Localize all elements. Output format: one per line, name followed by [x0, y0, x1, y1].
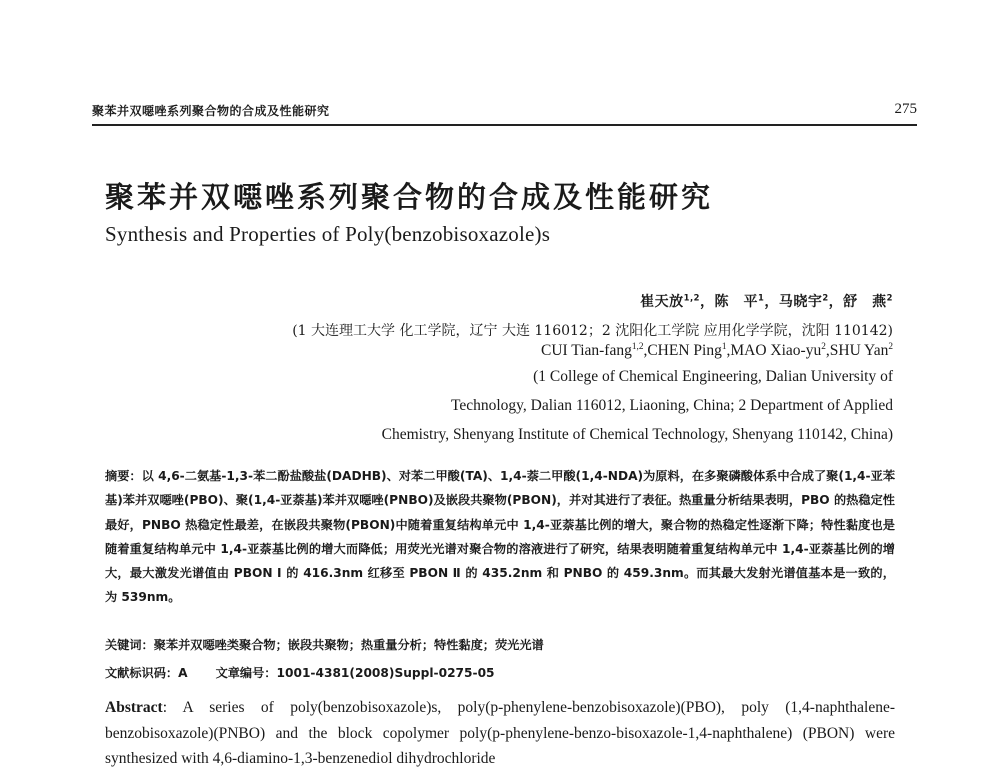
affiliation-english-line: Technology, Dalian 116012, Liaoning, China; 2 Department of Applied	[450, 397, 893, 414]
affiliation-english-line: (1 College of Chemical Engineering, Dalian University of	[533, 368, 893, 385]
author-name: ，陈 平	[700, 294, 759, 310]
affiliation-english-line: Chemistry, Shenyang Institute of Chemical Technology, Shenyang 110142, China)	[381, 426, 893, 443]
document-code-label: 文献标识码：	[105, 666, 179, 680]
author-affiliation-mark: 1,2	[631, 341, 644, 352]
article-number-value: 1001-4381(2008)Suppl-0275-05	[276, 666, 495, 680]
abstract-english-text: : A series of poly(benzobisoxazole)s, poly(p-phenylene-benzobisoxazole)(PBO), poly (1,4-naphthalene-benzobisoxazole)(PNBO) and the block copolymer poly(p-phenylene-benzo-bisoxazole-1,4-naphthalene) (PBON) were synthesized with 4,6-diamino-1,3-benzenediol dihydrochloride	[105, 699, 895, 767]
keywords-chinese	[105, 636, 895, 653]
author-affiliation-mark: 1	[758, 292, 765, 303]
keywords-label: 关键词：	[105, 638, 154, 652]
article-title-chinese: 聚苯并双噁唑系列聚合物的合成及性能研究	[105, 180, 714, 214]
abstract-chinese	[105, 464, 895, 610]
running-header	[92, 100, 917, 126]
document-code-value: A	[178, 666, 188, 680]
author-affiliation-mark: 2	[821, 341, 826, 352]
author-name: CUI Tian-fang	[540, 342, 632, 359]
author-name: ,SHU Yan	[825, 342, 889, 359]
author-name: 崔天放	[640, 294, 684, 310]
article-title-english: Synthesis and Properties of Poly(benzobisoxazole)s	[105, 222, 551, 246]
author-affiliation-mark: 2	[822, 292, 829, 303]
page-number: 275	[894, 101, 917, 117]
author-affiliation-mark: 2	[886, 292, 893, 303]
article-number-label: 文章编号：	[215, 666, 277, 680]
running-title: 聚苯并双噁唑系列聚合物的合成及性能研究	[92, 104, 330, 118]
abstract-english	[105, 695, 895, 772]
keywords-text: 聚苯并双噁唑类聚合物；嵌段共聚物；热重量分析；特性黏度；荧光光谱	[153, 638, 544, 652]
abstract-chinese-label: 摘要：	[105, 469, 142, 483]
author-name: ，舒 燕	[828, 294, 887, 310]
author-affiliation-mark: 2	[888, 341, 893, 352]
authors-chinese	[640, 291, 893, 311]
author-name: ，马晓宇	[764, 294, 823, 310]
author-affiliation-mark: 1	[721, 341, 727, 352]
author-name: ,MAO Xiao-yu	[726, 342, 822, 359]
authors-english	[541, 342, 893, 360]
document-identifiers	[105, 664, 895, 681]
author-affiliation-mark: 1,2	[683, 292, 701, 303]
author-name: ,CHEN Ping	[643, 342, 722, 359]
abstract-english-label: Abstract	[105, 699, 163, 716]
affiliation-chinese: (1 大连理工大学 化工学院，辽宁 大连 116012；2 沈阳化工学院 应用化学学院，沈阳 110142)	[292, 323, 893, 339]
abstract-chinese-text: 以 4,6-二氨基-1,3-苯二酚盐酸盐(DADHB)、对苯二甲酸(TA)、1,4-萘二甲酸(1,4-NDA)为原料，在多聚磷酸体系中合成了聚(1,4-亚苯基)苯并双噁唑(PBO)、聚(1,4-亚萘基)苯并双噁唑(PNBO)及嵌段共聚物(PBON)，并对其进行了表征。热重量分析结果表明，PBO 的热稳定性最好，PNBO 热稳定性最差，在嵌段共聚物(PBON)中随着重复结构单元中 1,4-亚萘基比例的增大，聚合物的热稳定性逐渐下降；特性黏度也是随着重复结构单元中 1,4-亚萘基比例的增大而降低；用荧光光谱对聚合物的溶液进行了研究，结果表明随着重复结构单元中 1,4-亚萘基比例的增大，最大激发光谱值由 PBON Ⅰ 的 416.3nm 红移至 PBON Ⅱ 的 435.2nm 和 PNBO 的 459.3nm。而其最大发射光谱值基本是一致的，为 539nm。	[105, 469, 896, 605]
